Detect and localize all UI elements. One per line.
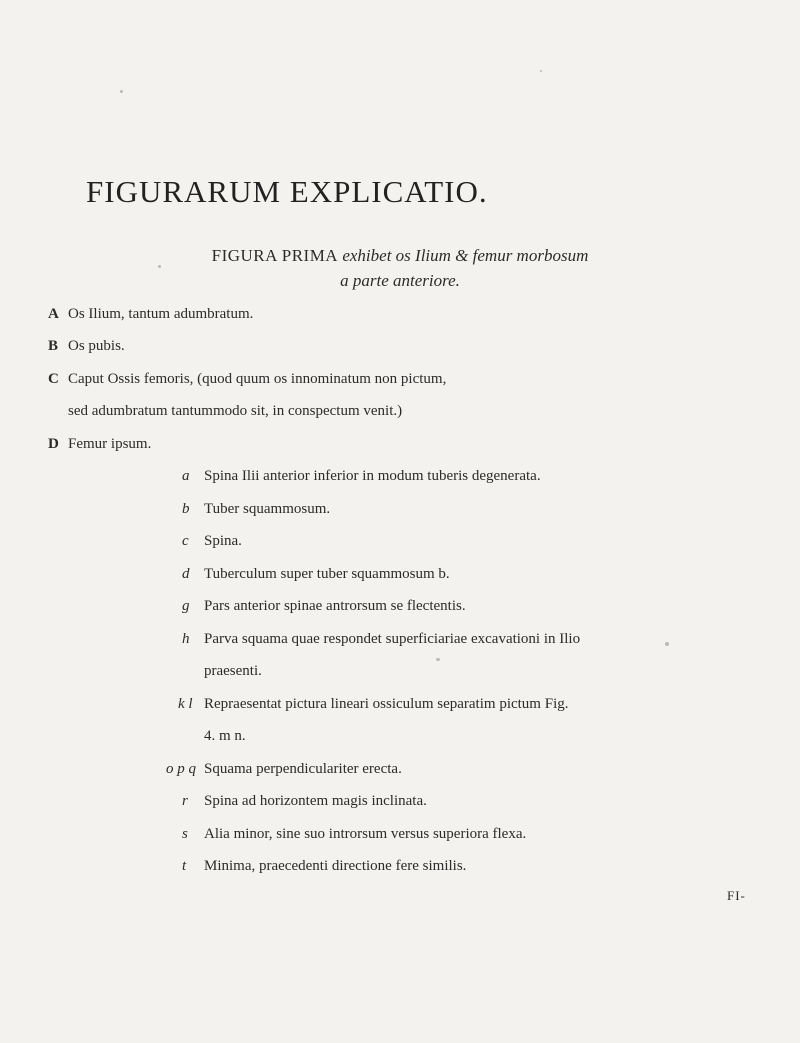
entry-C [48,371,446,388]
entry-text: Repraesentat pictura lineari ossiculum separatim pictum Fig. [204,696,569,712]
paper-speck [120,90,123,93]
figure-caption [0,243,800,293]
entry-text: Parva squama quae respondet superficiariae excavationi in Ilio [204,631,581,647]
paper-speck [540,70,542,72]
entry-key: c [182,533,189,549]
entry-text: Os Ilium, tantum adumbratum. [68,306,254,322]
entry-key: b [182,501,190,517]
caption-lead: FIGURA PRIMA [211,246,339,265]
entry-D [48,436,151,453]
entry-text: Spina Ilii anterior inferior in modum tuberis degenerata. [204,468,541,484]
caption-italic-line1: exhibet os Ilium & femur morbosum [342,246,589,265]
entry-text: Squama perpendiculariter erecta. [204,761,402,777]
entry-d [182,566,450,583]
paper-speck [436,658,440,661]
entry-h [182,631,580,648]
entry-A [48,306,253,323]
entry-key: D [48,436,59,452]
entry-text: Spina ad horizontem magis inclinata. [204,793,427,809]
entry-key: d [182,566,190,582]
entry-key: o p q [166,761,196,777]
entry-kl [178,696,568,713]
entry-kl-continuation: 4. m n. [204,728,246,744]
entry-key: k l [178,696,193,712]
entry-key: h [182,631,190,647]
entry-key: s [182,826,188,842]
entry-text: Tuber squammosum. [204,501,331,517]
entry-key: t [182,858,187,874]
entry-c [182,533,242,550]
entry-r [182,793,427,810]
entry-text: Spina. [204,533,242,549]
entry-key: B [48,338,59,354]
entry-s [182,826,526,843]
entry-text: Tuberculum super tuber squammosum b. [204,566,450,582]
entry-C-continuation: sed adumbratum tantummodo sit, in conspectum venit.) [68,403,403,419]
entry-b [182,501,330,518]
entry-B [48,338,125,355]
entry-a [182,468,541,485]
paper-speck [665,642,669,646]
catchword: FI- [727,888,746,903]
entry-key: C [48,371,59,387]
entry-key: A [48,306,59,322]
entry-g [182,598,466,615]
entry-text: Caput Ossis femoris, (quod quum os innominatum non pictum, [68,371,447,387]
entry-opq [166,761,402,778]
entry-text: Pars anterior spinae antrorsum se flectentis. [204,598,466,614]
entry-text: Minima, praecedenti directione fere similis. [204,858,467,874]
entry-text: Alia minor, sine suo introrsum versus superiora flexa. [204,826,527,842]
entry-key: g [182,598,190,614]
entry-t [182,858,466,875]
entry-text: Femur ipsum. [68,436,152,452]
entry-key: a [182,468,190,484]
page-heading: FIGURARUM EXPLICATIO. [86,174,488,209]
entry-text: Os pubis. [68,338,125,354]
caption-italic-line2: a parte anteriore. [340,271,460,290]
entry-key: r [182,793,188,809]
entry-h-continuation: praesenti. [204,663,262,679]
